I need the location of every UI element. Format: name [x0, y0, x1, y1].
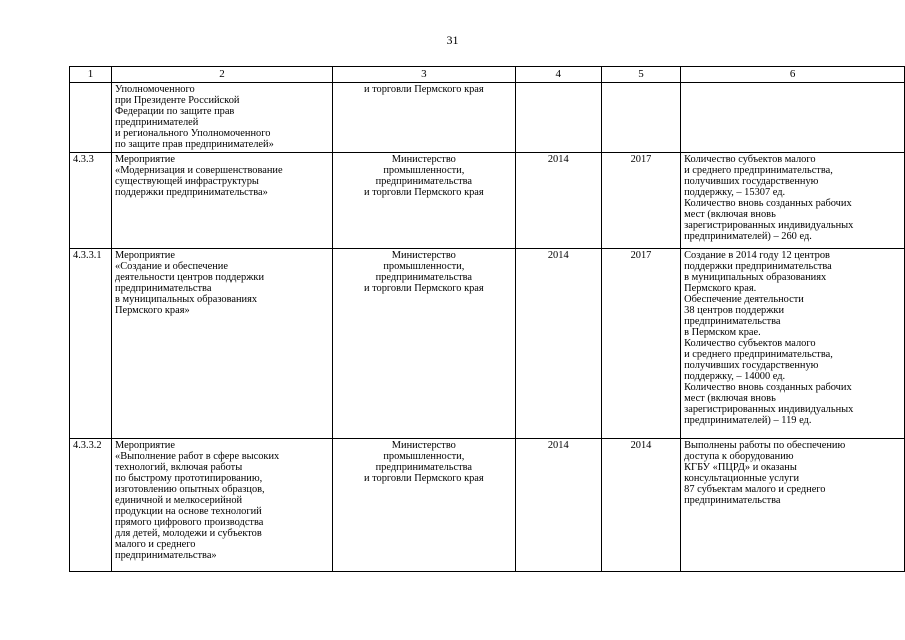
- activity-name-line: Мероприятие: [115, 250, 175, 261]
- activity-name-line: малого и среднего: [115, 539, 196, 550]
- activity-name-line: предпринимательства: [115, 283, 212, 294]
- activity-name-line: для детей, молодежи и субъектов: [115, 528, 262, 539]
- activity-name-line: по быстрому прототипированию,: [115, 473, 263, 484]
- executor-line: Министерство: [391, 440, 456, 451]
- activity-name-line: продукции на основе технологий: [115, 506, 262, 517]
- executor-line: промышленности,: [383, 261, 465, 272]
- start-year-cell: 2014: [515, 153, 601, 249]
- program-table: [69, 66, 905, 572]
- result-line: и среднего предпринимательства,: [684, 349, 833, 360]
- activity-name-line: поддержки предпринимательства»: [115, 187, 268, 198]
- executor-line: Министерство: [391, 154, 456, 165]
- result-line: и среднего предпринимательства,: [684, 165, 833, 176]
- row-number-cell: 4.3.3.2: [70, 439, 112, 572]
- result-line: Создание в 2014 году 12 центров: [684, 250, 830, 261]
- activity-name-cell: [112, 83, 333, 153]
- start-year-cell: 2014: [515, 249, 601, 439]
- activity-name-line: «Создание и обеспечение: [115, 261, 228, 272]
- result-line: Количество субъектов малого: [684, 338, 816, 349]
- start-year-cell: 2014: [515, 439, 601, 572]
- activity-name-line: при Президенте Российской: [115, 95, 240, 106]
- end-year-cell: 2014: [601, 439, 680, 572]
- executor-line: промышленности,: [383, 451, 465, 462]
- activity-name-cell: [112, 249, 333, 439]
- activity-name-line: «Выполнение работ в сфере высоких: [115, 451, 280, 462]
- result-line: Выполнены работы по обеспечению: [684, 440, 846, 451]
- end-year-cell: [601, 83, 680, 153]
- table-row: [70, 249, 905, 439]
- result-cell: [681, 153, 905, 249]
- result-line: предпринимательства: [684, 316, 781, 327]
- executor-line: предпринимательства: [375, 176, 473, 187]
- activity-name-line: технологий, включая работы: [115, 462, 243, 473]
- header-cell: 3: [333, 67, 516, 83]
- result-line: 87 субъектам малого и среднего: [684, 484, 826, 495]
- result-line: Количество вновь созданных рабочих: [684, 382, 852, 393]
- result-line: в муниципальных образованиях: [684, 272, 827, 283]
- row-number-cell: 4.3.3: [70, 153, 112, 249]
- result-line: Обеспечение деятельности: [684, 294, 804, 305]
- executor-line: Министерство: [391, 250, 456, 261]
- executor-line: промышленности,: [383, 165, 465, 176]
- executor-line: и торговли Пермского края: [363, 84, 484, 95]
- activity-name-line: Пермского края»: [115, 305, 190, 316]
- activity-name-line: деятельности центров поддержки: [115, 272, 265, 283]
- table-row: [70, 439, 905, 572]
- end-year-cell: 2017: [601, 153, 680, 249]
- header-cell: 2: [112, 67, 333, 83]
- result-line: Количество субъектов малого: [684, 154, 816, 165]
- row-number-cell: 4.3.3.1: [70, 249, 112, 439]
- start-year-cell: [515, 83, 601, 153]
- activity-name-cell: [112, 153, 333, 249]
- result-line: Количество вновь созданных рабочих: [684, 198, 852, 209]
- activity-name-cell: [112, 439, 333, 572]
- activity-name-line: прямого цифрового производства: [115, 517, 264, 528]
- page-number: 31: [446, 33, 459, 47]
- activity-name-line: Федерации по защите прав: [115, 106, 235, 117]
- executor-line: предпринимательства: [375, 272, 473, 283]
- result-line: консультационные услуги: [684, 473, 800, 484]
- activity-name-line: изготовлению опытных образцов,: [115, 484, 265, 495]
- result-line: доступа к оборудованию: [684, 451, 794, 462]
- activity-name-line: предпринимательства»: [115, 550, 217, 561]
- activity-name-line: в муниципальных образованиях: [115, 294, 258, 305]
- executor-cell: [333, 153, 516, 249]
- activity-name-line: Уполномоченного: [115, 84, 195, 95]
- activity-name-line: Мероприятие: [115, 154, 175, 165]
- result-line: зарегистрированных индивидуальных: [684, 404, 854, 415]
- header-cell: 5: [601, 67, 680, 83]
- end-year-cell: 2017: [601, 249, 680, 439]
- result-line: поддержку, – 14000 ед.: [684, 371, 786, 382]
- result-line: 38 центров поддержки: [684, 305, 785, 316]
- result-line: предпринимательства: [684, 495, 781, 506]
- result-line: поддержки предпринимательства: [684, 261, 832, 272]
- activity-name-line: единичной и мелкосерийной: [115, 495, 243, 506]
- result-cell: [681, 439, 905, 572]
- result-line: зарегистрированных индивидуальных: [684, 220, 854, 231]
- result-line: Пермского края.: [684, 283, 757, 294]
- header-cell: 4: [515, 67, 601, 83]
- table-header-row: [70, 67, 905, 83]
- header-cell: 6: [681, 67, 905, 83]
- activity-name-line: и регионального Уполномоченного: [115, 128, 271, 139]
- result-cell: [681, 249, 905, 439]
- result-line: в Пермском крае.: [684, 327, 761, 338]
- header-cell: 1: [70, 67, 112, 83]
- executor-cell: [333, 249, 516, 439]
- result-cell: [681, 83, 905, 153]
- result-line: получивших государственную: [684, 360, 819, 371]
- activity-name-line: существующей инфраструктуры: [115, 176, 259, 187]
- activity-name-line: «Модернизация и совершенствование: [115, 165, 283, 176]
- result-line: получивших государственную: [684, 176, 819, 187]
- executor-cell: [333, 439, 516, 572]
- executor-line: предпринимательства: [375, 462, 473, 473]
- result-line: КГБУ «ПЦРД» и оказаны: [684, 462, 797, 473]
- executor-cell: [333, 83, 516, 153]
- result-line: поддержку, – 15307 ед.: [684, 187, 786, 198]
- result-line: мест (включая вновь: [684, 393, 776, 404]
- row-number-cell: [70, 83, 112, 153]
- result-line: предпринимателей) – 260 ед.: [684, 231, 812, 242]
- executor-line: и торговли Пермского края: [363, 187, 484, 198]
- executor-line: и торговли Пермского края: [363, 473, 484, 484]
- table-row: [70, 83, 905, 153]
- result-line: предпринимателей) – 119 ед.: [684, 415, 812, 426]
- executor-line: и торговли Пермского края: [363, 283, 484, 294]
- activity-name-line: Мероприятие: [115, 440, 175, 451]
- result-line: мест (включая вновь: [684, 209, 776, 220]
- table-row: [70, 153, 905, 249]
- activity-name-line: по защите прав предпринимателей»: [115, 139, 274, 150]
- activity-name-line: предпринимателей: [115, 117, 199, 128]
